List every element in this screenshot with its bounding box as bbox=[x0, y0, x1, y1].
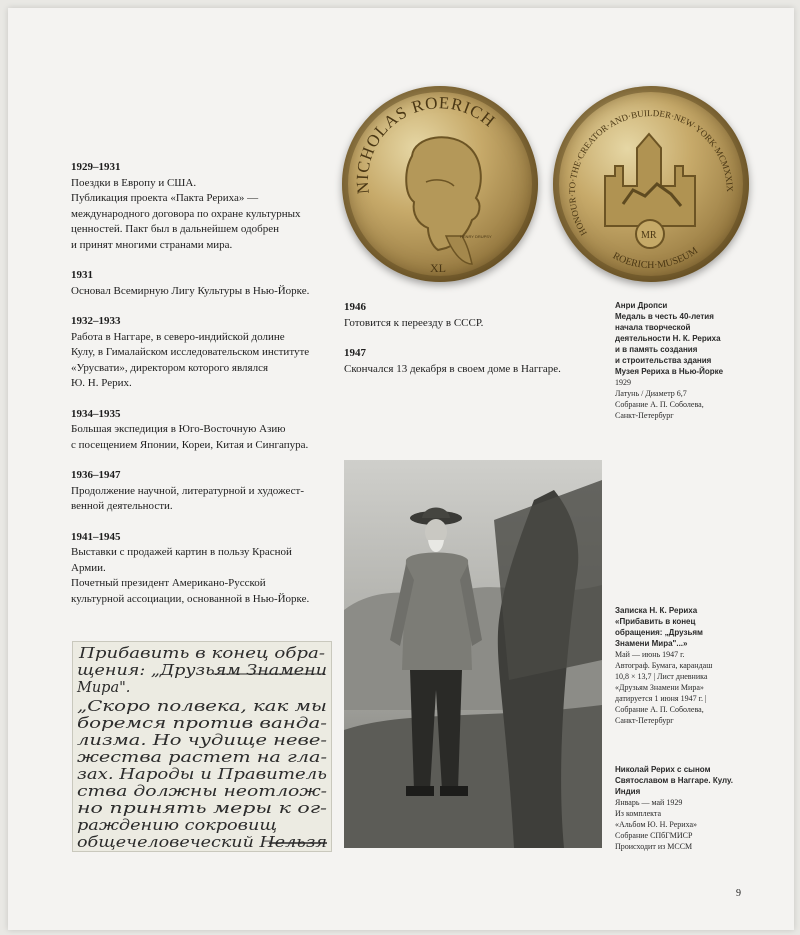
timeline-text: Ю. Н. Рерих. bbox=[71, 377, 132, 389]
caption-line: Санкт-Петербург bbox=[615, 411, 674, 420]
caption-line: Латунь / Диаметр 6,7 bbox=[615, 389, 687, 398]
photo-roerich bbox=[344, 460, 602, 848]
caption-line: «Альбом Ю. Н. Рериха» bbox=[615, 820, 698, 829]
handwriting-line: лизма. Но чудище неве- bbox=[77, 733, 328, 749]
handwriting-line: Мира". bbox=[77, 680, 131, 696]
caption-line: Святославом в Наггаре. Кулу. bbox=[615, 776, 733, 785]
timeline-text: ценностей. Пакт был в дальнейшем одобрен bbox=[71, 223, 279, 235]
timeline-text: Выставки с продажей картин в пользу Красной bbox=[71, 546, 292, 558]
timeline-year: 1941–1945 bbox=[71, 530, 121, 543]
timeline-text: культурной ассоциации, основанной в Нью-Йорке. bbox=[71, 592, 310, 605]
timeline-year: 1946 bbox=[344, 301, 366, 313]
timeline-text: Готовится к переезду в СССР. bbox=[344, 316, 484, 329]
caption-line: датируется 1 июня 1947 г. | bbox=[615, 694, 707, 703]
handwriting-line: жества растет на гла- bbox=[77, 750, 328, 766]
medal-reverse bbox=[553, 86, 749, 282]
book-page bbox=[8, 8, 794, 930]
handwriting-line: боремся против ванда- bbox=[77, 716, 328, 732]
medal-back-inscription: HONOUR·TO·THE·CREATOR·AND·BUILDER·NEW·YORK·MCMXXIX bbox=[566, 108, 736, 238]
timeline-text: с посещением Японии, Кореи, Китая и Сингапура. bbox=[71, 438, 309, 451]
medal-back-monogram: MR bbox=[641, 230, 657, 241]
timeline-text: венной деятельности. bbox=[71, 500, 173, 512]
caption-line: «Друзьям Знамени Мира» bbox=[615, 683, 704, 692]
timeline-text: Скончался 13 декабря в своем доме в Наггаре. bbox=[344, 362, 561, 375]
medal-front-numeral: XL bbox=[430, 261, 446, 275]
caption-line: Из комплекта bbox=[615, 809, 662, 818]
caption-line: и строительства здания bbox=[615, 356, 712, 365]
caption-line: Записка Н. К. Рериха bbox=[615, 606, 698, 615]
timeline-text: и принят многими странами мира. bbox=[71, 238, 233, 251]
timeline-text: Поездки в Европу и США. bbox=[71, 176, 197, 189]
timeline-entry bbox=[71, 160, 336, 253]
timeline-text: Основал Всемирную Лигу Культуры в Нью-Йорке. bbox=[71, 284, 310, 297]
timeline-entry bbox=[344, 300, 594, 331]
caption-line: Автограф. Бумага, карандаш bbox=[615, 661, 713, 670]
caption-line: Собрание А. П. Соболева, bbox=[615, 705, 704, 714]
caption-line: деятельности Н. К. Рериха bbox=[615, 334, 721, 343]
timeline-entry bbox=[71, 468, 336, 515]
timeline-text: Работа в Наггаре, в северо-индийской долине bbox=[71, 330, 285, 343]
caption-line: 1929 bbox=[615, 378, 631, 387]
timeline-text: международного договора по охране культурных bbox=[71, 207, 301, 220]
timeline-text: Большая экспедиция в Юго-Восточную Азию bbox=[71, 423, 286, 435]
caption-line: Знамени Мира"...» bbox=[615, 639, 688, 648]
timeline-entry bbox=[71, 407, 336, 454]
caption-line: Январь — май 1929 bbox=[615, 798, 683, 807]
caption-line: Анри Дропси bbox=[615, 301, 668, 310]
timeline-left bbox=[71, 160, 336, 607]
svg-text:ROERICH·MUSEUM bbox=[611, 245, 700, 271]
timeline-text: Почетный президент Американо-Русской bbox=[71, 577, 266, 589]
caption-line: Собрание СПбГМИСР bbox=[615, 831, 693, 840]
caption-photo bbox=[615, 764, 765, 852]
caption-line: Музея Рериха в Нью-Йорке bbox=[615, 367, 724, 376]
caption-line: Происходит из МССМ bbox=[615, 842, 693, 851]
caption-note bbox=[615, 605, 765, 726]
timeline-year: 1932–1933 bbox=[71, 315, 121, 327]
timeline-entry bbox=[71, 314, 336, 392]
caption-line: и в память создания bbox=[615, 345, 698, 354]
timeline-year: 1931 bbox=[71, 269, 93, 281]
timeline-middle bbox=[344, 300, 594, 377]
timeline-text: Публикация проекта «Пакта Рериха» — bbox=[71, 192, 259, 204]
caption-medal bbox=[615, 300, 765, 421]
timeline-year: 1934–1935 bbox=[71, 407, 121, 420]
caption-line: Медаль в честь 40-летия bbox=[615, 312, 714, 321]
handwriting-line: Прибавить в конец обра- bbox=[77, 646, 326, 662]
caption-line: Собрание А. П. Соболева, bbox=[615, 400, 704, 409]
medal-front-inscription: NICHOLAS ROERICH bbox=[352, 93, 500, 195]
page-number: 9 bbox=[736, 888, 741, 899]
medal-obverse bbox=[342, 86, 538, 282]
medal-back-bottom: ROERICH·MUSEUM bbox=[610, 245, 700, 272]
timeline-text: Кулу, в Гималайском исследовательском институте bbox=[71, 346, 310, 358]
caption-line: «Прибавить в конец bbox=[615, 617, 696, 626]
caption-line: начала творческой bbox=[615, 323, 691, 332]
timeline-year: 1936–1947 bbox=[71, 469, 121, 481]
handwriting-line: „Скоро полвека, как мы bbox=[77, 699, 327, 715]
timeline-entry bbox=[344, 346, 594, 377]
timeline-entry bbox=[71, 268, 336, 299]
timeline-entry bbox=[71, 530, 336, 608]
handwriting-line: щения: „Друзьям Знамени bbox=[77, 663, 327, 679]
caption-line: обращения: „Друзьям bbox=[615, 628, 703, 637]
handwriting-line: раждению сокровищ bbox=[77, 818, 277, 834]
handwriting-line: ства должны неотлож- bbox=[77, 784, 328, 800]
caption-line: Санкт-Петербург bbox=[615, 716, 674, 725]
timeline-text: «Урусвати», директором которого являлся bbox=[71, 361, 269, 374]
handwritten-note bbox=[72, 641, 332, 852]
timeline-text: Продолжение научной, литературной и художест- bbox=[71, 484, 304, 497]
timeline-year: 1929–1931 bbox=[71, 161, 121, 173]
caption-line: Май — июнь 1947 г. bbox=[615, 650, 685, 659]
medal-front-signature: HENRY DRUPSY bbox=[460, 234, 492, 239]
timeline-year: 1947 bbox=[344, 347, 366, 359]
handwriting-line: но принять меры к ог- bbox=[77, 801, 328, 817]
handwriting-line: зах. Народы и Правитель bbox=[77, 767, 328, 783]
timeline-text: Армии. bbox=[71, 561, 106, 574]
caption-line: Индия bbox=[615, 787, 641, 796]
caption-line: Николай Рерих с сыном bbox=[615, 765, 711, 774]
handwriting-line: общечеловеческий Нельзя bbox=[77, 835, 327, 851]
caption-line: 10,8 × 13,7 | Лист дневника bbox=[615, 672, 708, 681]
